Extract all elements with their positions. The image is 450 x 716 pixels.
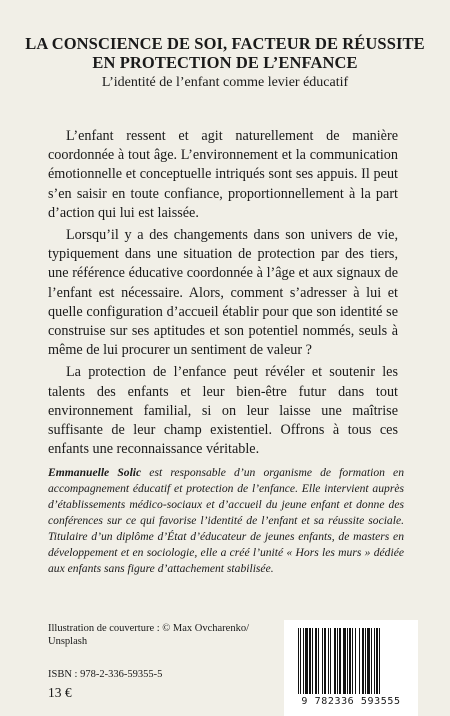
barcode-bar bbox=[352, 628, 353, 694]
barcode-bar bbox=[318, 628, 319, 694]
barcode-bar bbox=[355, 628, 356, 694]
book-title bbox=[0, 34, 450, 72]
book-subtitle: L’identité de l’enfant comme levier éducatif bbox=[101, 75, 349, 90]
barcode-bar bbox=[312, 628, 313, 694]
summary-paragraph: L’enfant ressent et agit naturellement de manière coordonnée à tout âge. L’environnement et la communication émotionnelle et conceptuelle intriqués sont ses appuis. Il peut s’en saisir en toute confiance, proportionnellement à la part d’action qui lui est laissée. bbox=[48, 128, 398, 221]
barcode-bar bbox=[309, 628, 311, 694]
barcode-bar bbox=[349, 628, 351, 694]
barcode-bar bbox=[367, 628, 370, 694]
barcode-bar bbox=[298, 628, 299, 694]
isbn: ISBN : 978-2-336-59355-5 bbox=[48, 669, 163, 680]
barcode-bar bbox=[371, 628, 372, 694]
barcode-bar bbox=[374, 628, 375, 694]
cover-credit: Illustration de couverture : © Max Ovcharenko/ Unsplash bbox=[48, 623, 249, 647]
barcode-digits: 9 782336 593555 bbox=[301, 696, 401, 707]
barcode-bar bbox=[330, 628, 331, 694]
barcode bbox=[284, 620, 418, 716]
barcode-bar bbox=[365, 628, 366, 694]
barcode-bar bbox=[339, 628, 341, 694]
barcode-bar bbox=[300, 628, 301, 694]
barcode-bar bbox=[337, 628, 338, 694]
barcode-bars bbox=[296, 628, 406, 696]
barcode-bar bbox=[334, 628, 336, 694]
summary-text bbox=[48, 127, 398, 462]
barcode-bar bbox=[305, 628, 308, 694]
summary-paragraph: La protection de l’enfance peut révéler et soutenir les talents des enfants et leur bien-être futur dans tout environnement familial, si on leur laisse une maîtrise suffisante de leur champ existentiel. Offrons à tous ces enfants une reconnaissance véritable. bbox=[48, 364, 398, 458]
price: 13 € bbox=[48, 685, 72, 700]
author-name: Emmanuelle Solic bbox=[48, 466, 142, 479]
barcode-bar bbox=[379, 628, 380, 694]
summary-paragraph: Lorsqu’il y a des changements dans son univers de vie, typiquement dans une situation de protection par des tiers, une référence éducative coordonnée à l’âge et aux signaux de l’enfant est nécessaire. Alors, comment s’adresser à lui et quelle configuration d’accueil établir pour que son identité se construise sur ses aptitudes et son potentiel nommés, seuls à même de lui procurer un sentiment de valeur ? bbox=[48, 227, 398, 359]
title-line-1: LA CONSCIENCE DE SOI, FACTEUR DE RÉUSSITE bbox=[25, 34, 425, 53]
barcode-bar bbox=[328, 628, 329, 694]
author-bio bbox=[48, 465, 404, 577]
barcode-bar bbox=[376, 628, 378, 694]
author-bio-text: est responsable d’un organisme de formation en accompagnement éducatif et protection de l’enfance. Elle intervient auprès d’établissements médico-sociaux et d’accueil du jeune enfant et donne des conférences sur ce qui favorise l’identité de l’enfant et sa réussite sociale. Titulaire d’un diplôme d’État d’éducateur de jeunes enfants, de masters en développement et en sociologie, elle a créé l’unité « Hors les murs » dédiée aux enfants sans figure d’attachement stabilisée. bbox=[48, 466, 404, 575]
title-line-2: EN PROTECTION DE L’ENFANCE bbox=[92, 53, 358, 72]
barcode-bar bbox=[362, 628, 364, 694]
barcode-bar bbox=[315, 628, 317, 694]
barcode-bar bbox=[303, 628, 304, 694]
barcode-bar bbox=[322, 628, 323, 694]
barcode-bar bbox=[347, 628, 348, 694]
barcode-bar bbox=[324, 628, 326, 694]
barcode-bar bbox=[359, 628, 360, 694]
barcode-bar bbox=[343, 628, 346, 694]
